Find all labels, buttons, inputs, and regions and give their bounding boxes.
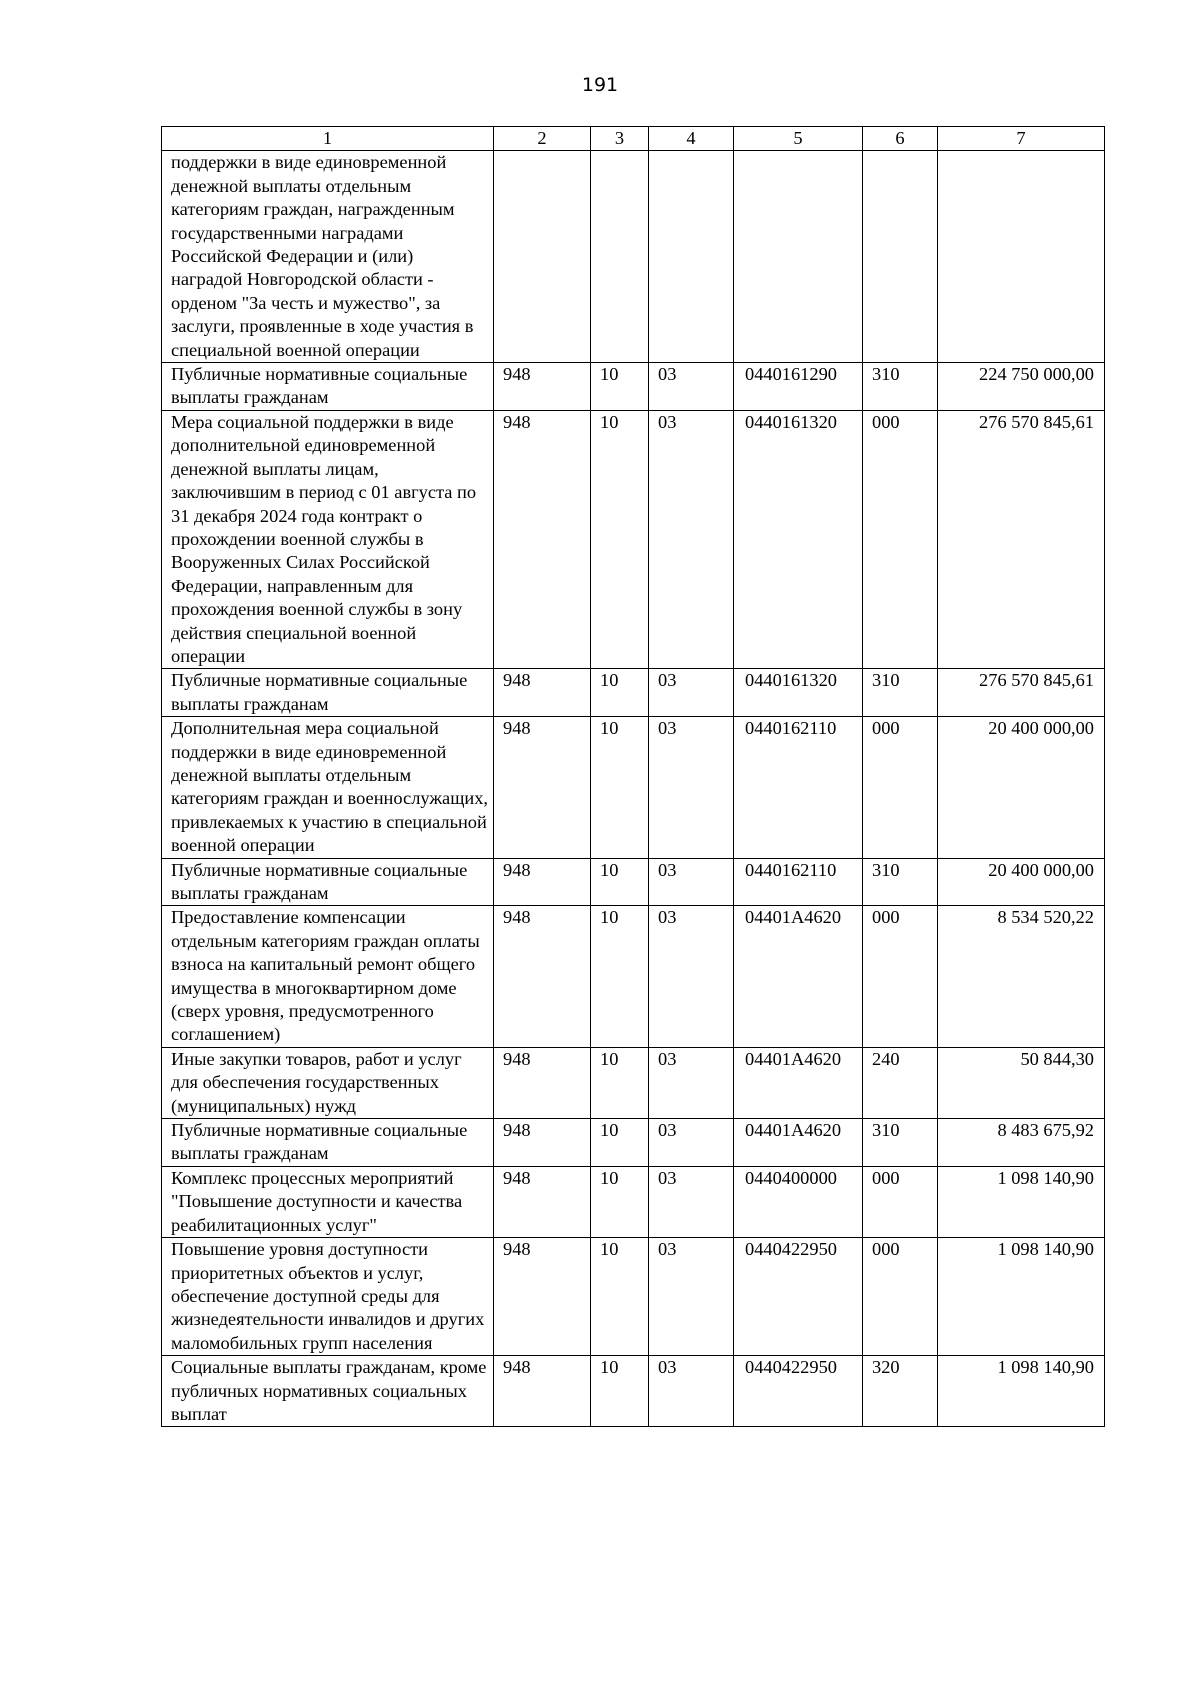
row-section-cell: 10 bbox=[591, 717, 649, 858]
table-row bbox=[162, 151, 1105, 363]
row-grbs-cell bbox=[494, 151, 591, 363]
row-name-cell: Мера социальной поддержки в виде дополнительной единовременной денежной выплаты лицам, заключившим в период с 01 августа по 31 декабря 2024 года контракт о прохождении военной службы в Вооруженных Силах Российской Федерации, направленным для прохождения военной службы в зону действия специальной военной операции bbox=[162, 410, 494, 668]
row-target-article-cell: 04401А4620 bbox=[734, 1047, 863, 1118]
row-section-cell: 10 bbox=[591, 858, 649, 906]
row-subsection-cell: 03 bbox=[649, 717, 734, 858]
row-grbs-cell: 948 bbox=[494, 1238, 591, 1356]
header-row bbox=[162, 127, 1105, 151]
row-amount-cell: 20 400 000,00 bbox=[938, 858, 1105, 906]
row-amount-cell: 276 570 845,61 bbox=[938, 669, 1105, 717]
row-section-cell: 10 bbox=[591, 906, 649, 1047]
row-name-cell: Предоставление компенсации отдельным категориям граждан оплаты взноса на капитальный ремонт общего имущества в многоквартирном доме (сверх уровня, предусмотренного соглашением) bbox=[162, 906, 494, 1047]
row-name-cell: поддержки в виде единовременной денежной выплаты отдельным категориям граждан, награжденным государственными наградами Российской Федерации и (или) наградой Новгородской области - орденом "За честь и мужество", за заслуги, проявленные в ходе участия в специальной военной операции bbox=[162, 151, 494, 363]
table-row bbox=[162, 906, 1105, 1047]
row-expense-type-cell: 310 bbox=[863, 858, 938, 906]
table-row bbox=[162, 1119, 1105, 1167]
row-target-article-cell: 0440162110 bbox=[734, 858, 863, 906]
table-row bbox=[162, 1356, 1105, 1427]
header-col-7: 7 bbox=[938, 127, 1105, 151]
row-target-article-cell bbox=[734, 151, 863, 363]
row-target-article-cell: 0440162110 bbox=[734, 717, 863, 858]
row-section-cell: 10 bbox=[591, 1119, 649, 1167]
page-number: 191 bbox=[581, 74, 619, 96]
row-expense-type-cell: 310 bbox=[863, 363, 938, 411]
row-grbs-cell: 948 bbox=[494, 410, 591, 668]
row-subsection-cell: 03 bbox=[649, 906, 734, 1047]
row-amount-cell: 20 400 000,00 bbox=[938, 717, 1105, 858]
row-target-article-cell: 0440161290 bbox=[734, 363, 863, 411]
table-row bbox=[162, 363, 1105, 411]
row-grbs-cell: 948 bbox=[494, 717, 591, 858]
row-subsection-cell: 03 bbox=[649, 1356, 734, 1427]
row-expense-type-cell bbox=[863, 151, 938, 363]
row-section-cell: 10 bbox=[591, 1047, 649, 1118]
header-col-3: 3 bbox=[591, 127, 649, 151]
header-col-4: 4 bbox=[649, 127, 734, 151]
row-amount-cell: 8 534 520,22 bbox=[938, 906, 1105, 1047]
row-name-cell: Иные закупки товаров, работ и услуг для обеспечения государственных (муниципальных) нужд bbox=[162, 1047, 494, 1118]
table-row bbox=[162, 669, 1105, 717]
table-row bbox=[162, 1166, 1105, 1237]
row-amount-cell bbox=[938, 151, 1105, 363]
row-target-article-cell: 0440400000 bbox=[734, 1166, 863, 1237]
row-name-cell: Дополнительная мера социальной поддержки в виде единовременной денежной выплаты отдельным категориям граждан и военнослужащих, привлекаемых к участию в специальной военной операции bbox=[162, 717, 494, 858]
row-amount-cell: 1 098 140,90 bbox=[938, 1356, 1105, 1427]
row-expense-type-cell: 000 bbox=[863, 1238, 938, 1356]
row-grbs-cell: 948 bbox=[494, 669, 591, 717]
row-target-article-cell: 04401А4620 bbox=[734, 906, 863, 1047]
row-subsection-cell: 03 bbox=[649, 1119, 734, 1167]
row-subsection-cell: 03 bbox=[649, 1047, 734, 1118]
row-target-article-cell: 0440161320 bbox=[734, 410, 863, 668]
table-row bbox=[162, 1047, 1105, 1118]
row-expense-type-cell: 320 bbox=[863, 1356, 938, 1427]
row-section-cell: 10 bbox=[591, 363, 649, 411]
row-amount-cell: 8 483 675,92 bbox=[938, 1119, 1105, 1167]
header-col-6: 6 bbox=[863, 127, 938, 151]
row-target-article-cell: 0440422950 bbox=[734, 1238, 863, 1356]
row-name-cell: Публичные нормативные социальные выплаты гражданам bbox=[162, 858, 494, 906]
row-subsection-cell bbox=[649, 151, 734, 363]
row-grbs-cell: 948 bbox=[494, 1047, 591, 1118]
row-grbs-cell: 948 bbox=[494, 1356, 591, 1427]
row-name-cell: Повышение уровня доступности приоритетных объектов и услуг, обеспечение доступной среды для жизнедеятельности инвалидов и других маломобильных групп населения bbox=[162, 1238, 494, 1356]
row-grbs-cell: 948 bbox=[494, 1119, 591, 1167]
table-row bbox=[162, 410, 1105, 668]
row-name-cell: Публичные нормативные социальные выплаты гражданам bbox=[162, 669, 494, 717]
row-subsection-cell: 03 bbox=[649, 363, 734, 411]
row-expense-type-cell: 000 bbox=[863, 906, 938, 1047]
header-col-1: 1 bbox=[162, 127, 494, 151]
row-amount-cell: 276 570 845,61 bbox=[938, 410, 1105, 668]
header-col-2: 2 bbox=[494, 127, 591, 151]
row-subsection-cell: 03 bbox=[649, 858, 734, 906]
row-amount-cell: 50 844,30 bbox=[938, 1047, 1105, 1118]
row-amount-cell: 224 750 000,00 bbox=[938, 363, 1105, 411]
row-section-cell bbox=[591, 151, 649, 363]
row-section-cell: 10 bbox=[591, 1238, 649, 1356]
row-expense-type-cell: 310 bbox=[863, 1119, 938, 1167]
row-name-cell: Социальные выплаты гражданам, кроме публичных нормативных социальных выплат bbox=[162, 1356, 494, 1427]
row-grbs-cell: 948 bbox=[494, 858, 591, 906]
row-expense-type-cell: 000 bbox=[863, 410, 938, 668]
row-name-cell: Комплекс процессных мероприятий "Повышение доступности и качества реабилитационных услуг" bbox=[162, 1166, 494, 1237]
budget-table bbox=[161, 126, 1105, 1427]
table-row bbox=[162, 1238, 1105, 1356]
row-amount-cell: 1 098 140,90 bbox=[938, 1166, 1105, 1237]
header-col-5: 5 bbox=[734, 127, 863, 151]
row-subsection-cell: 03 bbox=[649, 1238, 734, 1356]
row-section-cell: 10 bbox=[591, 669, 649, 717]
row-section-cell: 10 bbox=[591, 1166, 649, 1237]
row-section-cell: 10 bbox=[591, 1356, 649, 1427]
row-target-article-cell: 0440161320 bbox=[734, 669, 863, 717]
row-target-article-cell: 0440422950 bbox=[734, 1356, 863, 1427]
table-row bbox=[162, 717, 1105, 858]
row-target-article-cell: 04401А4620 bbox=[734, 1119, 863, 1167]
row-name-cell: Публичные нормативные социальные выплаты гражданам bbox=[162, 363, 494, 411]
row-expense-type-cell: 240 bbox=[863, 1047, 938, 1118]
row-expense-type-cell: 310 bbox=[863, 669, 938, 717]
row-section-cell: 10 bbox=[591, 410, 649, 668]
row-grbs-cell: 948 bbox=[494, 906, 591, 1047]
row-expense-type-cell: 000 bbox=[863, 1166, 938, 1237]
row-subsection-cell: 03 bbox=[649, 410, 734, 668]
row-expense-type-cell: 000 bbox=[863, 717, 938, 858]
row-name-cell: Публичные нормативные социальные выплаты гражданам bbox=[162, 1119, 494, 1167]
row-grbs-cell: 948 bbox=[494, 1166, 591, 1237]
row-amount-cell: 1 098 140,90 bbox=[938, 1238, 1105, 1356]
row-subsection-cell: 03 bbox=[649, 1166, 734, 1237]
table-row bbox=[162, 858, 1105, 906]
row-subsection-cell: 03 bbox=[649, 669, 734, 717]
row-grbs-cell: 948 bbox=[494, 363, 591, 411]
